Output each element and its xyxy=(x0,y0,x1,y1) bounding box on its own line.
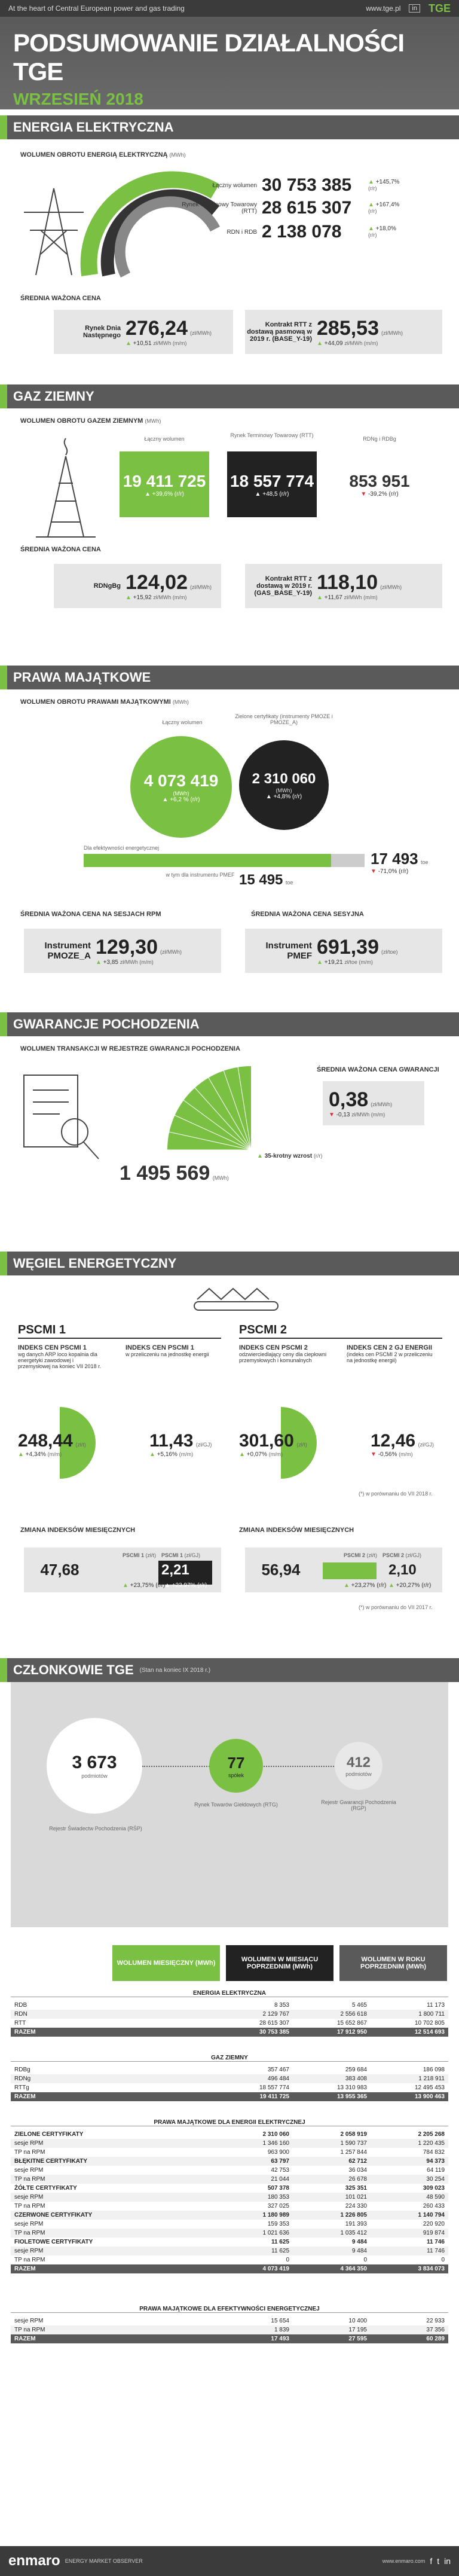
members-rsp-circle: 3 673 podmiotów xyxy=(47,1718,142,1814)
table-row: sesje RPM 11 625 9 484 11 746 xyxy=(11,2247,448,2255)
electricity-total-row: Łączny wolumen 30 753 385 ▲ +145,7% (r/r) xyxy=(212,175,400,195)
table-row: sesje RPM 1 346 160 1 590 737 1 220 435 xyxy=(11,2139,448,2148)
electricity-volume-title: WOLUMEN OBROTU ENERGIĄ ELEKTRYCZNĄ (MWh) xyxy=(20,151,186,158)
electricity-price-title: ŚREDNIA WAŻONA CENA xyxy=(20,295,101,302)
enmaro-logo: enmaro xyxy=(8,2553,60,2569)
pscmi1-t-value: 248,44 (zł/t) ▲ +4,34% (m/m) xyxy=(18,1431,86,1458)
members-section: CZŁONKOWIE TGE (Stan na koniec IX 2018 r.) 3 673 podmiotów Rejestr Świadectw Pochodzenia (RŚP) 77 spółek Rynek Towarów Giełdowych (RTG) 412 podmiotów Rejestr Gwarancji Pochodzenia (RGP) xyxy=(0,1658,459,1933)
change-left-box: 47,68 PSCMI 1 (zł/t) PSCMI 1 (zł/GJ) 2,21 ▲ +23,75% (r/r) ▲ +23,97% (r/r) xyxy=(24,1548,221,1592)
gas-volume-title: WOLUMEN OBROTU GAZEM ZIEMNYM (MWh) xyxy=(20,417,161,425)
members-rtg-circle: 77 spółek xyxy=(209,1739,263,1793)
table-row: RDB 8 353 5 465 11 173 xyxy=(14,2002,445,2009)
session-price-title: ŚREDNIA WAŻONA CENA SESYJNA xyxy=(251,911,364,918)
hero xyxy=(0,17,459,109)
guarantees-volume-title: WOLUMEN TRANSAKCJI W REJESTRZE GWARANCJI POCHODZENIA xyxy=(20,1045,240,1052)
summary-table xyxy=(11,2065,448,2101)
property-rights-title: PRAWA MAJĄTKOWE xyxy=(13,670,151,685)
table-row: TP na RPM 1 021 636 1 035 412 919 874 xyxy=(11,2229,448,2238)
guarantees-band xyxy=(0,1012,459,1036)
table-row: TP na RPM 963 900 1 257 844 784 832 xyxy=(14,2149,445,2156)
table-row: RDNg 496 484 383 408 1 218 911 xyxy=(11,2074,448,2083)
table-section-title: PRAWA MAJĄTKOWE DLA ENERGII ELEKTRYCZNEJ xyxy=(11,2119,448,2126)
gas-rdn-box: 853 951 ▼ -39,2% (r/r) xyxy=(335,451,424,517)
page-title: PODSUMOWANIE DZIAŁALNOŚCI TGE xyxy=(13,29,404,86)
change-right-title: ZMIANA INDEKSÓW MIESIĘCZNYCH xyxy=(239,1527,354,1534)
table-row: RTTg 18 557 774 13 310 983 12 495 453 xyxy=(14,2084,445,2091)
top-bar xyxy=(0,0,459,17)
gas-rtt-box: 18 557 774 ▲ +48,5 (r/r) xyxy=(227,451,317,517)
document-search-icon xyxy=(18,1069,108,1165)
pmef-price: Instrument PMEF 691,39 (zł/toe) ▲ +19,21 zł/toe (m/m) xyxy=(245,929,442,973)
coal-title: WĘGIEL ENERGETYCZNY xyxy=(13,1256,177,1271)
pscmi2-t-value: 301,60 (zł/t) ▲ +0,07% (m/m) xyxy=(239,1431,307,1458)
pscmi2-gj-desc: INDEKS CEN 2 GJ ENERGII (indeks cen PSCMI 2 w przeliczeniu na jednostkę energii) xyxy=(347,1344,433,1363)
table-section-title: PRAWA MAJĄTKOWE DLA EFEKTYWNOŚCI ENERGETYCZNEJ xyxy=(11,2306,448,2313)
table-row: TP na RPM 21 044 26 678 30 254 xyxy=(11,2175,448,2184)
electricity-band xyxy=(0,115,459,139)
electricity-rdn-row: RDN i RDB 2 138 078 ▲ +18,0% (r/r) xyxy=(227,222,396,242)
table-row: TP na RPM 327 025 224 330 260 433 xyxy=(14,2203,445,2209)
efficiency-bar-fill xyxy=(84,854,331,867)
table-row: RAZEM 17 493 27 595 60 289 xyxy=(11,2334,448,2343)
page-subtitle: WRZESIEŃ 2018 xyxy=(13,90,143,108)
electricity-price-rdn: Rynek Dnia Następnego 276,24 (zł/MWh) ▲ +10,51 zł/MWh (m/m) xyxy=(54,310,233,354)
coal-band xyxy=(0,1252,459,1275)
property-rights-section: PRAWA MAJĄTKOWE WOLUMEN OBROTU PRAWAMI MAJĄTKOWYMI (MWh) Łączny wolumen Zielone certyfikaty (instrumenty PMOZE i PMOZE_A) 4 073 419 (MWh) ▲ +6,2 % (r/r) 2 310 060 (MWh) ▲ +4,8% (r/r) Dla efektywności energetycznej 17 493 toe ▼ -71,0% (r/r) w tym dla instrumentu PMEF 15 495 toe ŚREDNIA WAŻONA CENA NA SESJACH RPM ŚREDNIA WAŻONA CENA SESYJNA Instrument PMOZE_A 129,30 (zł/MWh) ▲ +3,85 zł/MWh (m/m) Instrument PMEF 691,39 (zł/toe) ▲ +19,21 zł/toe (m/m) xyxy=(0,666,459,1012)
table-row: BŁĘKITNE CERTYFIKATY 63 797 62 712 94 373 xyxy=(11,2157,448,2166)
members-band: CZŁONKOWIE TGE (Stan na koniec IX 2018 r.) xyxy=(0,1658,459,1682)
table-row: sesje RPM 180 353 101 021 48 590 xyxy=(11,2193,448,2202)
table-row: TP na RPM 0 0 0 xyxy=(14,2257,445,2263)
efficiency-value: 17 493 toe ▼ -71,0% (r/r) xyxy=(371,850,429,875)
pscmi2-index-desc: INDEKS CEN PSCMI 2 odzwierciedlający ceny dla ciepłowni przemysłowych i komunalnych xyxy=(239,1344,327,1363)
linkedin-icon[interactable]: in xyxy=(409,4,420,13)
change-left-title: ZMIANA INDEKSÓW MIESIĘCZNYCH xyxy=(20,1527,136,1534)
property-green-circle: 2 310 060 (MWh) ▲ +4,8% (r/r) xyxy=(239,740,329,830)
pmoze-price: Instrument PMOZE_A 129,30 (zł/MWh) ▲ +3,85 zł/MWh (m/m) xyxy=(24,929,221,973)
summary-table xyxy=(11,2316,448,2343)
coal-section: WĘGIEL ENERGETYCZNY PSCMI 1 INDEKS CEN PSCMI 1 wg danych ARP loco kopalnia dla energetyki zawodowej i przemysłowej na koniec VII 2018 r. INDEKS CEN PSCMI 1 w przeliczeniu na jednostkę energii 248,44 (zł/t) ▲ +4,34% (m/m) 11,43 (zł/GJ) ▲ +5,16% (m/m) PSCMI 2 INDEKS CEN PSCMI 2 odzwierciedlający ceny dla ciepłowni przemysłowych i komunalnych INDEKS CEN 2 GJ ENERGII (indeks cen PSCMI 2 w przeliczeniu na jednostkę energii) 301,60 (zł/t) ▲ +0,07% (m/m) 12,46 (zł/GJ) ▼ -0,56% (m/m) (*) w porównaniu do VII 2018 r. ZMIANA INDEKSÓW MIESIĘCZNYCH ZMIANA INDEKSÓW MIESIĘCZNYCH 47,68 PSCMI 1 (zł/t) PSCMI 1 (zł/GJ) 2,21 ▲ +23,75% (r/r) ▲ +23,97% (r/r) 56,94 PSCMI 2 (zł/t) PSCMI 2 (zł/GJ) 2,10 ▲ +23,27% (r/r) ▲ +20,27% (r/r) (*) w porównaniu do VII 2017 r. xyxy=(0,1252,459,1658)
tagline: At the heart of Central European power and gas trading xyxy=(8,4,185,13)
table-row: ŻÓŁTE CERTYFIKATY 507 378 325 351 309 023 xyxy=(14,2185,445,2192)
guarantees-price-title: ŚREDNIA WAŻONA CENA GWARANCJI xyxy=(317,1066,439,1073)
linkedin-footer-icon[interactable]: in xyxy=(444,2556,451,2566)
pscmi2-gj-value: 12,46 (zł/GJ) ▼ -0,56% (m/m) xyxy=(371,1431,434,1458)
gas-section: GAZ ZIEMNY WOLUMEN OBROTU GAZEM ZIEMNYM (MWh) Łączny wolumen Rynek Terminowy Towarowy (RTT) RDNg i RDBg 19 411 725 ▲ +39,6% (r/r) 18 557 774 ▲ +48,5 (r/r) 853 951 ▼ -39,2% (r/r) ŚREDNIA WAŻONA CENA RDNgBg 124,02 (zł/MWh) ▲ +15,92 zł/MWh (m/m) Kontrakt RTT z dostawą w 2019 r. (GAS_BASE_Y-19) 118,10 (zł/MWh) ▲ +11,67 zł/MWh (m/m) xyxy=(0,384,459,666)
coal-conveyor-icon xyxy=(191,1281,281,1317)
table-row: RDBg 357 467 259 684 186 098 xyxy=(14,2067,445,2073)
table-row: TP na RPM 1 839 17 195 37 356 xyxy=(11,2325,448,2334)
facebook-icon[interactable]: f xyxy=(430,2556,433,2566)
electricity-section xyxy=(0,115,459,384)
enmaro-link[interactable]: www.enmaro.com xyxy=(382,2558,426,2564)
property-total-circle: 4 073 419 (MWh) ▲ +6,2 % (r/r) xyxy=(130,736,232,838)
guarantees-price: 0,38 (zł/MWh) ▼ -0,13 zł/MWh (m/m) xyxy=(323,1081,424,1125)
rpm-price-title: ŚREDNIA WAŻONA CENA NA SESJACH RPM xyxy=(20,911,161,918)
table-row: RAZEM 19 411 725 13 955 365 13 900 463 xyxy=(11,2092,448,2101)
tge-logo: TGE xyxy=(428,2,451,14)
guarantees-title: GWARANCJE POCHODZENIA xyxy=(13,1017,200,1031)
gas-rig-icon xyxy=(30,432,102,540)
pscmi1-gj-desc: INDEKS CEN PSCMI 1 w przeliczeniu na jednostkę energii xyxy=(126,1344,209,1357)
pscmi1-index-desc: INDEKS CEN PSCMI 1 wg danych ARP loco kopalnia dla energetyki zawodowej i przemysłowej na koniec VII 2018 r. xyxy=(18,1344,102,1369)
gas-price-base: Kontrakt RTT z dostawą w 2019 r. (GAS_BASE_Y-19) 118,10 (zł/MWh) ▲ +11,67 zł/MWh (m/m) xyxy=(245,564,442,608)
twitter-icon[interactable]: t xyxy=(437,2556,440,2566)
pscmi1-gj-value: 11,43 (zł/GJ) ▲ +5,16% (m/m) xyxy=(149,1431,212,1458)
summary-table-section: WOLUMEN MIESIĘCZNY (MWh) WOLUMEN W MIESIĄCU POPRZEDNIM (MWh) WOLUMEN W ROKU POPRZEDNIM (MWh) ENERGIA ELEKTRYCZNA RDB 8 353 5 465 11 173 RDN 2 129 767 2 556 618 1 800 711 RTT 28 615 307 15 652 867 10 702 805 RAZEM 30 753 385 17 912 950 12 514 693 GAZ ZIEMNY RDBg 357 467 259 684 186 098 RDNg 496 484 383 408 1 218 911 RTTg 18 557 774 13 310 983 12 495 453 RAZEM 19 411 725 13 955 365 13 900 463 PRAWA MAJĄTKOWE DLA ENERGII ELEKTRYCZNEJ ZIELONE CERTYFIKATY 2 310 060 2 058 919 2 205 268 sesje RPM 1 346 160 1 590 737 1 220 435 TP na RPM 963 900 1 257 844 784 832 BŁĘKITNE CERTYFIKATY 63 797 62 712 94 373 sesje RPM 42 753 36 034 64 119 TP na RPM 21 044 26 678 30 254 ŻÓŁTE CERTYFIKATY 507 378 325 351 309 023 sesje RPM 180 353 101 021 48 590 TP na RPM 327 025 224 330 260 433 CZERWONE CERTYFIKATY 1 180 989 1 226 805 1 140 794 sesje RPM 159 353 191 393 220 920 TP na RPM 1 021 636 1 035 412 919 874 FIOLETOWE CERTYFIKATY 11 625 9 484 11 746 sesje RPM 11 625 9 484 11 746 TP na RPM 0 0 0 RAZEM 4 073 419 4 364 350 3 834 073 PRAWA MAJĄTKOWE DLA EFEKTYWNOŚCI ENERGETYCZNEJ sesje RPM 15 654 10 400 22 933 TP na RPM 1 839 17 195 37 356 RAZEM 17 493 27 595 60 289 xyxy=(0,1933,459,2376)
property-rights-volume-title: WOLUMEN OBROTU PRAWAMI MAJĄTKOWYMI (MWh) xyxy=(20,698,189,706)
table-row: FIOLETOWE CERTYFIKATY 11 625 9 484 11 746 xyxy=(14,2239,445,2245)
electricity-price-base: Kontrakt RTT z dostawą pasmową w 2019 r. (BASE_Y-19) 285,53 (zł/MWh) ▲ +44,09 zł/MWh (m/m) xyxy=(245,310,442,354)
gas-price-rdng: RDNgBg 124,02 (zł/MWh) ▲ +15,92 zł/MWh (m/m) xyxy=(54,564,221,608)
table-row: sesje RPM 42 753 36 034 64 119 xyxy=(14,2167,445,2174)
quarter-fan-chart xyxy=(161,1060,257,1156)
summary-table xyxy=(11,2130,448,2273)
gas-title: GAZ ZIEMNY xyxy=(13,389,94,404)
gas-band xyxy=(0,384,459,408)
table-section-title: ENERGIA ELEKTRYCZNA xyxy=(11,1990,448,1997)
table-row: ZIELONE CERTYFIKATY 2 310 060 2 058 919 2 205 268 xyxy=(14,2131,445,2138)
electricity-title: ENERGIA ELEKTRYCZNA xyxy=(13,120,174,135)
table-row: sesje RPM 15 654 10 400 22 933 xyxy=(14,2318,445,2324)
table-row: RAZEM 30 753 385 17 912 950 12 514 693 xyxy=(11,2028,448,2037)
pmef-value: 15 495 toe xyxy=(239,872,293,888)
table-row: RDN 2 129 767 2 556 618 1 800 711 xyxy=(11,2010,448,2019)
property-rights-band xyxy=(0,666,459,689)
website-link[interactable]: www.tge.pl xyxy=(366,4,401,13)
change-right-box: 56,94 PSCMI 2 (zł/t) PSCMI 2 (zł/GJ) 2,10 ▲ +23,27% (r/r) ▲ +20,27% (r/r) xyxy=(245,1548,442,1592)
guarantees-volume-value: 1 495 569 (MWh) xyxy=(120,1162,229,1185)
efficiency-bar-track xyxy=(84,854,365,867)
electricity-rtt-row: Rynek Terminowy Towarowy (RTT) 28 615 307 ▲ +167,4% (r/r) xyxy=(182,198,400,218)
gas-price-title: ŚREDNIA WAŻONA CENA xyxy=(20,546,101,553)
gas-total-box: 19 411 725 ▲ +39,6% (r/r) xyxy=(120,451,209,517)
members-rgp-circle: 412 podmiotów xyxy=(335,1742,382,1790)
table-row: CZERWONE CERTYFIKATY 1 180 989 1 226 805 1 140 794 xyxy=(11,2211,448,2220)
summary-table xyxy=(11,2001,448,2037)
table-section-title: GAZ ZIEMNY xyxy=(11,2055,448,2062)
members-title: CZŁONKOWIE TGE xyxy=(13,1662,134,1677)
guarantees-section xyxy=(0,1012,459,1252)
table-row: RAZEM 4 073 419 4 364 350 3 834 073 xyxy=(11,2264,448,2273)
table-row: RTT 28 615 307 15 652 867 10 702 805 xyxy=(14,2020,445,2026)
guarantees-growth: ▲ 35-krotny wzrost (r/r) xyxy=(257,1153,323,1159)
footer: enmaro ENERGY MARKET OBSERVER www.enmaro.com f t in xyxy=(0,2546,459,2576)
table-row: sesje RPM 159 353 191 393 220 920 xyxy=(14,2221,445,2227)
